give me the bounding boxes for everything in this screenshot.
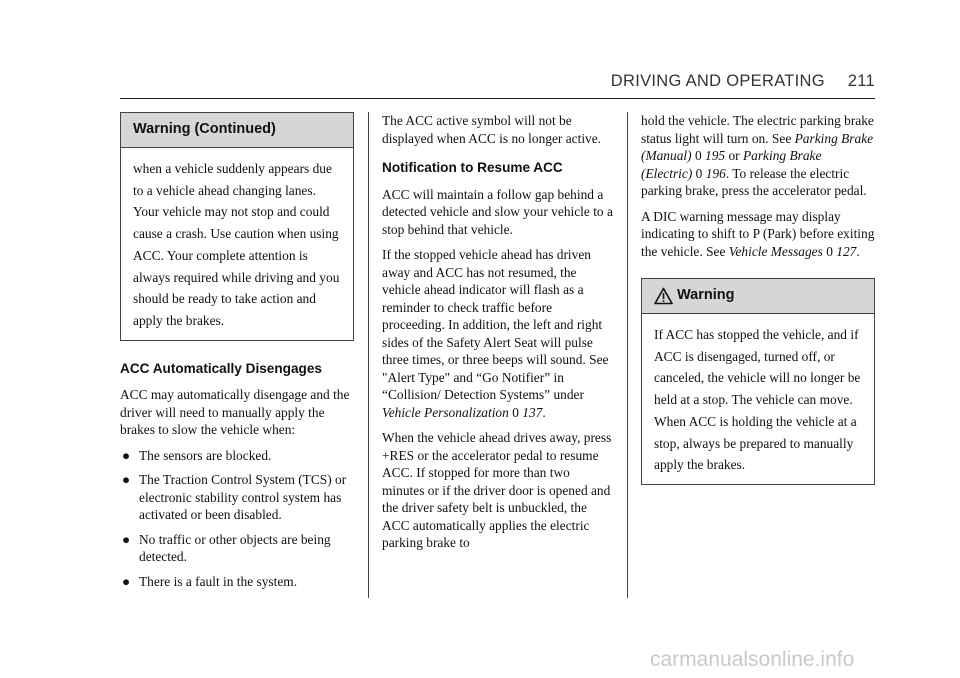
page-ref-icon: 0 <box>695 165 703 181</box>
paragraph: When the vehicle ahead drives away, press +RES or the accelerator pedal to resume ACC. If stopped for more than two minutes or if the driver door is opened and the driver safety belt is unbuckled, the ACC automatically applies the electric parking brake to <box>382 430 612 550</box>
page-number: 211 <box>847 72 875 90</box>
page-ref[interactable]: 195 <box>705 148 726 163</box>
page-ref-icon: 0 <box>512 404 519 420</box>
warning-triangle-icon <box>654 287 673 305</box>
bullet-list <box>120 447 354 591</box>
page-ref-icon: 0 <box>826 243 833 259</box>
paragraph: ACC may automatically disengage and the driver will need to manually apply the brakes to slow the vehicle when: <box>120 387 350 438</box>
column-2 <box>382 112 614 560</box>
link-vehicle-personalization[interactable]: Vehicle Personalization <box>382 404 509 420</box>
warning-box-text: when a vehicle suddenly appears due to a vehicle ahead changing lanes. Your vehicle may not stop and could cause a crash. Use caution when using ACC. Your complete attention is always required while driving and you should be ready to take action and apply the brakes. <box>133 161 340 328</box>
page-ref[interactable]: 137 <box>522 404 543 420</box>
paragraph: The ACC active symbol will not be displayed when ACC is no longer active. <box>382 113 602 146</box>
bullet-item: ● The sensors are blocked. <box>122 447 272 463</box>
paragraph: ACC will maintain a follow gap behind a detected vehicle and slow your vehicle to a stop behind that vehicle. <box>382 186 613 237</box>
column-3 <box>641 112 875 485</box>
bullet-icon: ● <box>122 472 131 488</box>
bullet-item: ● No traffic or other objects are being detected. <box>122 531 331 565</box>
column-divider <box>368 112 369 598</box>
paragraph: hold the vehicle. The electric parking brake status light will turn on. See Parking Brake (Manual) 0 195 or Parking Brake (Electric) 0 196. To release the electric parking brake, press the accelerator pedal. <box>641 113 874 198</box>
paragraph: A DIC warning message may display indicating to shift to P (Park) before exiting the vehicle. See Vehicle Messages 0 127. <box>641 208 875 259</box>
section-heading: ACC Automatically Disengages <box>120 360 322 376</box>
watermark: carmanualsonline.info <box>650 648 855 671</box>
bullet-item: ● There is a fault in the system. <box>122 573 298 589</box>
warning-box <box>641 278 875 485</box>
warning-box-title: Warning <box>677 287 735 304</box>
warning-box-text: If ACC has stopped the vehicle, and if ACC is disengaged, turned off, or canceled, the vehicle will no longer be held at a stop. The vehicle can move. When ACC is holding the vehicle at a stop, always be prepared to manually apply the brakes. <box>654 327 861 473</box>
bullet-icon: ● <box>122 531 131 547</box>
column-divider <box>627 112 628 598</box>
warning-continued-box <box>120 112 354 341</box>
link-parking-brake-manual[interactable]: Parking Brake (Manual) <box>641 130 874 163</box>
page-header <box>120 72 875 98</box>
bullet-item: ● The Traction Control System (TCS) or electronic stability control system has activated or been disabled. <box>122 472 347 523</box>
warning-box-header <box>642 279 874 314</box>
warning-box-title: Warning (Continued) <box>121 113 353 148</box>
column-1 <box>120 112 354 597</box>
header-rule <box>120 98 875 99</box>
bullet-icon: ● <box>122 573 131 589</box>
section-title: DRIVING AND OPERATING <box>610 72 825 90</box>
page-ref[interactable]: 196 <box>705 165 726 181</box>
section-heading: Notification to Resume ACC <box>382 160 563 175</box>
link-parking-brake-electric[interactable]: Parking Brake (Electric) <box>641 148 822 181</box>
link-vehicle-messages[interactable]: Vehicle Messages <box>728 243 823 259</box>
paragraph: If the stopped vehicle ahead has driven away and ACC has not resumed, the vehicle ahead indicator will flash as a reminder to check traffic before proceeding. In addition, the left and right sides of the Safety Alert Seat will pulse three times, or three beeps will sound. See "Alert Type" and “Go Notifier” in “Collision/ Detection Systems” under Vehicle Personalization 0 137. <box>382 247 609 420</box>
bullet-icon: ● <box>122 447 131 463</box>
page-ref[interactable]: 127 <box>836 243 857 259</box>
page-ref-icon: 0 <box>694 148 702 163</box>
